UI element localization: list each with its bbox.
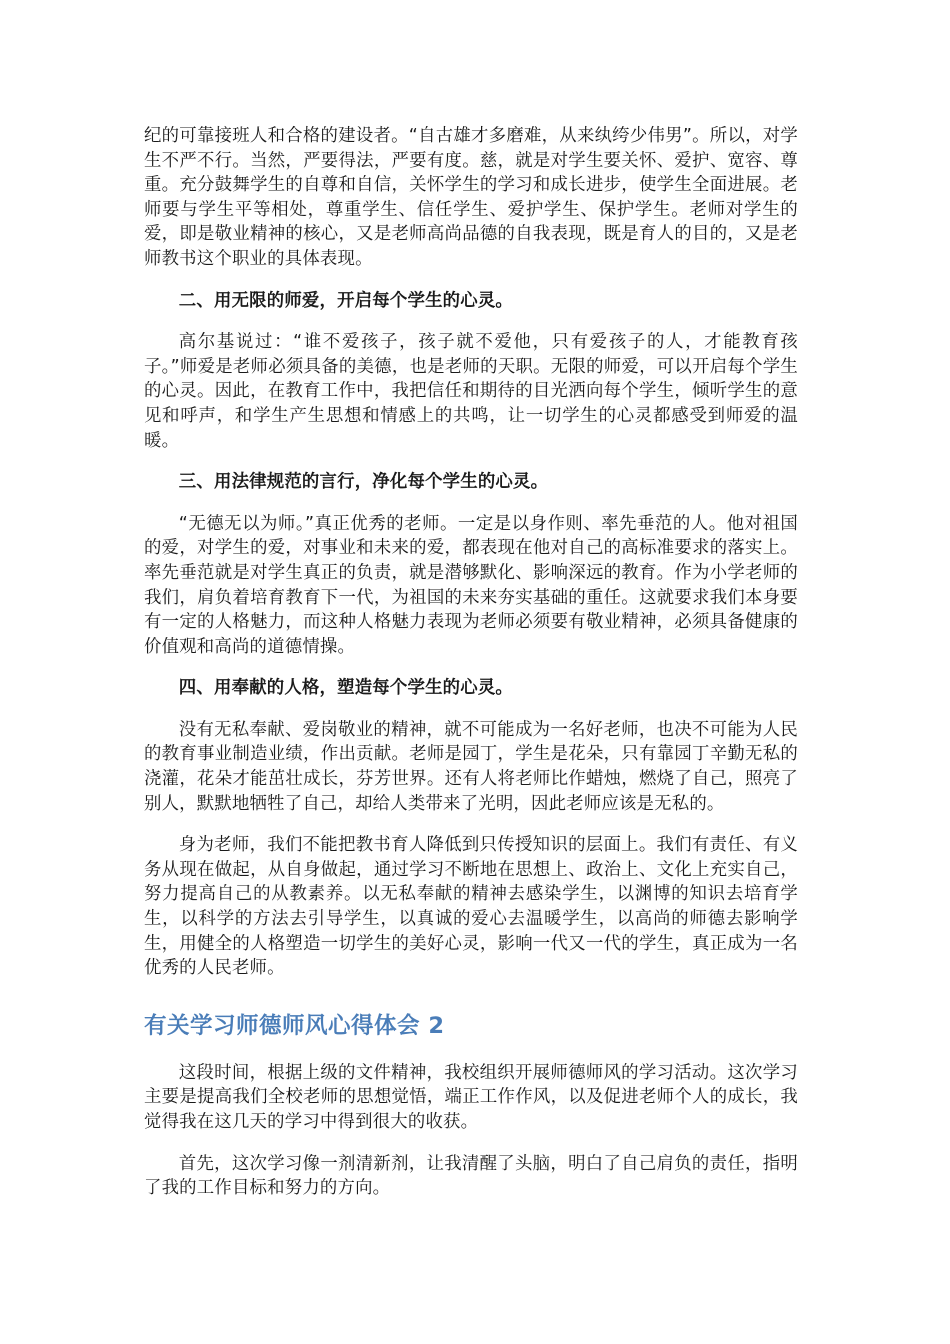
heading-section-3: 三、用法律规范的言行，净化每个学生的心灵。 bbox=[178, 472, 549, 493]
heading-section-2: 二、用无限的师爱，开启每个学生的心灵。 bbox=[178, 290, 514, 311]
section-title-2: 有关学习师德师风心得体会 2 bbox=[144, 1012, 445, 1039]
paragraph-as-teacher: 身为老师，我们不能把教书育人降低到只传授知识的层面上。我们有责任、有义务从现在做起，从自身做起，通过学习不断地在思想上、政治上、文化上充实自己，努力提高自己的从教素养。以无私奉献的精神去感染学生，以渊博的知识去培育学生，以科学的方法去引导学生，以真诚的爱心去温暖学生，以高尚的师德去影响学生，用健全的人格塑造一切学生的美好心灵，影响一代又一代的学生，真正成为一名优秀的人民老师。 bbox=[144, 835, 798, 979]
paragraph-intro: 纪的可靠接班人和合格的建设者。“自古雄才多磨难，从来纨绔少伟男”。所以，对学生不严不行。当然，严要得法，严要有度。慈，就是对学生要关怀、爱护、宽容、尊重。充分鼓舞学生的自尊和自信，关怀学生的学习和成长进步，使学生全面进展。老师要与学生平等相处，尊重学生、信任学生、爱护学生、保护学生。老师对学生的爱，即是敬业精神的核心，又是老师高尚品德的自我表现，既是育人的目的，又是老师教书这个职业的具体表现。 bbox=[144, 126, 798, 269]
paragraph-dedication: 没有无私奉献、爱岗敬业的精神，就不可能成为一名好老师，也决不可能为人民的教育事业制造业绩，作出贡献。老师是园丁，学生是花朵，只有靠园丁辛勤无私的浇灌，花朵才能茁壮成长，芬芳世界。还有人将老师比作蜡烛，燃烧了自己，照亮了别人，默默地牺牲了自己，却给人类带来了光明，因此老师应该是无私的。 bbox=[144, 719, 798, 814]
paragraph-virtue: “无德无以为师。”真正优秀的老师。一定是以身作则、率先垂范的人。他对祖国的爱，对学生的爱，对事业和未来的爱，都表现在他对自己的高标准要求的落实上。率先垂范就是对学生真正的负责，就是潜够默化、影响深远的教育。作为小学老师的我们，肩负着培育教育下一代，为祖国的未来夯实基础的重任。这就要求我们本身要有一定的人格魅力，而这种人格魅力表现为老师必须要有敬业精神，必须具备健康的价值观和高尚的道德情操。 bbox=[144, 513, 798, 657]
heading-section-4: 四、用奉献的人格，塑造每个学生的心灵。 bbox=[178, 678, 514, 699]
paragraph-first: 首先，这次学习像一剂清新剂，让我清醒了头脑，明白了自己肩负的责任，指明了我的工作目标和努力的方向。 bbox=[144, 1153, 798, 1199]
paragraph-study-activity: 这段时间，根据上级的文件精神，我校组织开展师德师风的学习活动。这次学习主要是提高我们全校老师的思想觉悟，端正工作作风，以及促进老师个人的成长，我觉得我在这几天的学习中得到很大的收获。 bbox=[144, 1062, 798, 1132]
paragraph-teacher-love: 高尔基说过：“谁不爱孩子，孩子就不爱他，只有爱孩子的人，才能教育孩子。”师爱是老师必须具备的美德，也是老师的天职。无限的师爱，可以开启每个学生的心灵。因此，在教育工作中，我把信任和期待的目光洒向每个学生，倾听学生的意见和呼声，和学生产生思想和情感上的共鸣，让一切学生的心灵都感受到师爱的温暖。 bbox=[144, 332, 798, 451]
document-body bbox=[144, 124, 798, 1201]
